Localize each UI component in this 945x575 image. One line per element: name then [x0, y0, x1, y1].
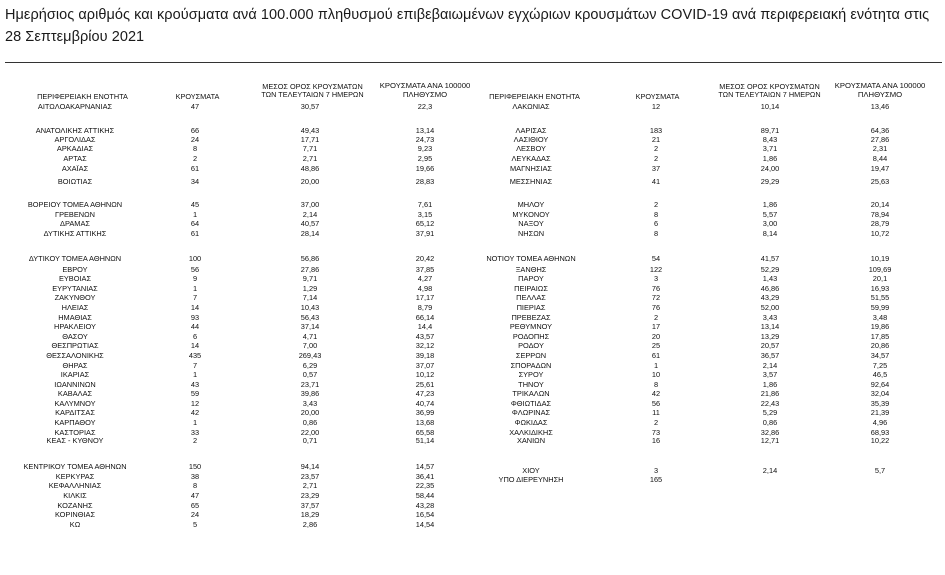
left-row-cases-value: 5: [192, 520, 198, 529]
right-row-per100k-value: 7,25: [872, 361, 888, 370]
left-row-cases-value: 33: [190, 428, 200, 437]
left-row-per100k-value: 4,98: [417, 284, 433, 293]
left-row-region-name: ΗΡΑΚΛΕΙΟΥ: [54, 322, 96, 331]
right-row-region-name: ΣΠΟΡΑΔΩΝ: [510, 361, 552, 370]
right-row-cases-value: 73: [651, 428, 661, 437]
left-row-avg7-value: 2,86: [302, 520, 318, 529]
left-row-cases-value: 1: [192, 284, 198, 293]
right-row-avg7-value: 13,29: [760, 332, 780, 341]
right-row-avg7-value: 21,86: [760, 389, 780, 398]
left-row-per100k-value: 39,18: [415, 351, 435, 360]
left-row-cases-value: 65: [190, 501, 200, 510]
left-row-per100k-value: 40,74: [415, 399, 435, 408]
left-row-region-name: ΚΙΛΚΙΣ: [63, 491, 87, 500]
right-row-cases-value: 165: [649, 475, 663, 484]
left-row-avg7-value: 20,00: [300, 408, 320, 417]
left-row-avg7-value: 1,29: [302, 284, 318, 293]
left-row-cases-value: 47: [190, 102, 200, 111]
right-row-cases-value: 41: [651, 177, 661, 186]
left-row-avg7-value: 56,86: [300, 254, 320, 263]
right-row-per100k-value: 109,69: [868, 265, 892, 274]
left-row-per100k-value: 37,85: [415, 265, 435, 274]
right-row-per100k-value: 25,63: [870, 177, 890, 186]
right-row-per100k-value: 46,5: [872, 370, 888, 379]
left-row-cases-value: 93: [190, 313, 200, 322]
right-row-region-name: ΜΑΓΝΗΣΙΑΣ: [510, 164, 552, 173]
left-row-per100k-value: 37,07: [415, 361, 435, 370]
left-row-region-name: ΚΕΡΚΥΡΑΣ: [55, 472, 95, 481]
left-row-per100k-value: 20,42: [415, 254, 435, 263]
left-row-per100k-value: 47,23: [415, 389, 435, 398]
left-row-avg7-value: 23,29: [300, 491, 320, 500]
right-row-avg7-value: 52,00: [760, 303, 780, 312]
header-rule: [5, 62, 942, 63]
right-row-avg7-value: 20,57: [760, 341, 780, 350]
left-row-region-name: ΕΥΡΥΤΑΝΙΑΣ: [52, 284, 98, 293]
right-row-cases-value: 8: [653, 210, 659, 219]
left-row-region-name: ΑΧΑΪΑΣ: [61, 164, 89, 173]
left-row-avg7-value: 0,86: [302, 418, 318, 427]
right-row-cases-value: 76: [651, 284, 661, 293]
left-row-per100k-value: 16,54: [415, 510, 435, 519]
left-row-region-name: ΚΟΖΑΝΗΣ: [57, 501, 93, 510]
right-header-region: ΠΕΡΙΦΕΡΕΙΑΚΗ ΕΝΟΤΗΤΑ: [489, 92, 580, 101]
right-row-cases-value: 2: [653, 154, 659, 163]
left-row-cases-value: 2: [192, 154, 198, 163]
right-row-region-name: ΝΑΞΟΥ: [518, 219, 544, 228]
right-row-per100k-value: 10,22: [870, 436, 890, 445]
left-row-cases-value: 59: [190, 389, 200, 398]
left-row-region-name: ΑΡΤΑΣ: [63, 154, 87, 163]
left-row-avg7-value: 48,86: [300, 164, 320, 173]
right-row-region-name: ΦΩΚΙΔΑΣ: [514, 418, 548, 427]
left-row-avg7-value: 23,57: [300, 472, 320, 481]
left-row-region-name: ΔΥΤΙΚΟΥ ΤΟΜΕΑ ΑΘΗΝΩΝ: [28, 254, 122, 263]
right-row-avg7-value: 3,00: [762, 219, 778, 228]
right-row-region-name: ΤΡΙΚΑΛΩΝ: [512, 389, 550, 398]
right-row-avg7-value: 3,57: [762, 370, 778, 379]
left-row-avg7-value: 37,00: [300, 200, 320, 209]
right-row-cases-value: 6: [653, 219, 659, 228]
right-row-avg7-value: 2,14: [762, 466, 778, 475]
left-row-cases-value: 47: [190, 491, 200, 500]
left-row-region-name: ΑΡΓΟΛΙΔΑΣ: [54, 135, 96, 144]
left-row-cases-value: 66: [190, 126, 200, 135]
right-row-cases-value: 16: [651, 436, 661, 445]
right-row-avg7-value: 0,86: [762, 418, 778, 427]
right-row-avg7-value: 32,86: [760, 428, 780, 437]
right-row-region-name: ΦΛΩΡΙΝΑΣ: [511, 408, 551, 417]
left-row-cases-value: 14: [190, 303, 200, 312]
left-row-avg7-value: 6,29: [302, 361, 318, 370]
left-row-cases-value: 7: [192, 361, 198, 370]
right-row-avg7-value: 29,29: [760, 177, 780, 186]
left-row-cases-value: 1: [192, 418, 198, 427]
left-row-region-name: ΚΑΡΔΙΤΣΑΣ: [55, 408, 95, 417]
left-row-avg7-value: 28,14: [300, 229, 320, 238]
left-row-cases-value: 100: [188, 254, 202, 263]
right-row-cases-value: 42: [651, 389, 661, 398]
left-row-avg7-value: 22,00: [300, 428, 320, 437]
right-row-region-name: ΝΗΣΩΝ: [517, 229, 545, 238]
page-title: Ημερήσιος αριθμός και κρούσματα ανά 100.000 πληθυσμού επιβεβαιωμένων εγχώριων κρουσμάτων COVID-19 ανά περιφερειακή ενότητα στις 28 Σεπτεμβρίου 2021: [5, 7, 930, 45]
left-row-cases-value: 12: [190, 399, 200, 408]
left-row-avg7-value: 56,43: [300, 313, 320, 322]
left-row-per100k-value: 37,91: [415, 229, 435, 238]
right-row-cases-value: 2: [653, 418, 659, 427]
right-row-region-name: ΠΑΡΟΥ: [518, 274, 544, 283]
right-row-per100k-value: 28,79: [870, 219, 890, 228]
left-row-per100k-value: 14,54: [415, 520, 435, 529]
left-row-avg7-value: 20,00: [300, 177, 320, 186]
right-row-per100k-value: 8,44: [872, 154, 888, 163]
right-row-avg7-value: 46,86: [760, 284, 780, 293]
right-row-per100k-value: 92,64: [870, 380, 890, 389]
left-row-avg7-value: 17,71: [300, 135, 320, 144]
left-row-region-name: ΙΚΑΡΙΑΣ: [60, 370, 90, 379]
right-row-cases-value: 20: [651, 332, 661, 341]
left-row-cases-value: 150: [188, 462, 202, 471]
right-row-cases-value: 122: [649, 265, 663, 274]
left-row-per100k-value: 3,15: [417, 210, 433, 219]
left-header-cases: ΚΡΟΥΣΜΑΤΑ: [175, 92, 220, 101]
left-row-avg7-value: 37,57: [300, 501, 320, 510]
right-row-per100k-value: 68,93: [870, 428, 890, 437]
right-row-per100k-value: 59,99: [870, 303, 890, 312]
left-row-avg7-value: 4,71: [302, 332, 318, 341]
left-row-per100k-value: 65,58: [415, 428, 435, 437]
right-row-cases-value: 56: [651, 399, 661, 408]
left-row-avg7-value: 23,71: [300, 380, 320, 389]
left-row-region-name: ΖΑΚΥΝΘΟΥ: [54, 293, 96, 302]
right-row-per100k-value: 19,47: [870, 164, 890, 173]
left-row-cases-value: 9: [192, 274, 198, 283]
left-row-per100k-value: 19,66: [415, 164, 435, 173]
left-row-avg7-value: 30,57: [300, 102, 320, 111]
right-row-cases-value: 3: [653, 466, 659, 475]
left-row-per100k-value: 13,14: [415, 126, 435, 135]
right-row-region-name: ΜΕΣΣΗΝΙΑΣ: [509, 177, 553, 186]
left-row-per100k-value: 2,95: [417, 154, 433, 163]
left-row-avg7-value: 0,71: [302, 436, 318, 445]
left-row-cases-value: 24: [190, 510, 200, 519]
right-row-cases-value: 76: [651, 303, 661, 312]
left-row-avg7-value: 0,57: [302, 370, 318, 379]
right-row-avg7-value: 52,29: [760, 265, 780, 274]
left-row-cases-value: 38: [190, 472, 200, 481]
right-row-region-name: ΠΕΛΛΑΣ: [516, 293, 546, 302]
right-row-region-name: ΛΕΣΒΟΥ: [516, 144, 546, 153]
right-row-region-name: ΧΙΟΥ: [522, 466, 540, 475]
left-row-per100k-value: 36,99: [415, 408, 435, 417]
right-row-region-name: ΡΟΔΟΥ: [518, 341, 544, 350]
right-row-cases-value: 2: [653, 200, 659, 209]
left-row-region-name: ΚΑΒΑΛΑΣ: [57, 389, 93, 398]
right-row-cases-value: 54: [651, 254, 661, 263]
left-row-cases-value: 435: [188, 351, 202, 360]
left-row-per100k-value: 8,79: [417, 303, 433, 312]
left-row-avg7-value: 269,43: [298, 351, 322, 360]
right-row-region-name: ΣΥΡΟΥ: [518, 370, 544, 379]
left-row-region-name: ΒΟΡΕΙΟΥ ΤΟΜΕΑ ΑΘΗΝΩΝ: [27, 200, 123, 209]
right-row-avg7-value: 89,71: [760, 126, 780, 135]
right-row-per100k-value: 19,86: [870, 322, 890, 331]
right-row-per100k-value: 64,36: [870, 126, 890, 135]
left-row-region-name: ΘΕΣΠΡΩΤΙΑΣ: [51, 341, 99, 350]
right-row-per100k-value: 27,86: [870, 135, 890, 144]
left-row-per100k-value: 17,17: [415, 293, 435, 302]
left-row-per100k-value: 22,3: [417, 102, 433, 111]
right-row-cases-value: 61: [651, 351, 661, 360]
right-row-avg7-value: 12,71: [760, 436, 780, 445]
left-row-region-name: ΗΜΑΘΙΑΣ: [58, 313, 92, 322]
right-row-cases-value: 72: [651, 293, 661, 302]
right-row-avg7-value: 13,14: [760, 322, 780, 331]
right-row-region-name: ΡΟΔΟΠΗΣ: [512, 332, 550, 341]
left-row-per100k-value: 43,57: [415, 332, 435, 341]
left-row-region-name: ΚΕΑΣ - ΚΥΘΝΟΥ: [46, 436, 104, 445]
left-row-region-name: ΔΡΑΜΑΣ: [60, 219, 90, 228]
left-row-avg7-value: 27,86: [300, 265, 320, 274]
left-row-per100k-value: 14,4: [417, 322, 433, 331]
left-row-cases-value: 34: [190, 177, 200, 186]
left-row-region-name: ΓΡΕΒΕΝΩΝ: [55, 210, 95, 219]
left-row-avg7-value: 18,29: [300, 510, 320, 519]
right-row-avg7-value: 1,86: [762, 380, 778, 389]
left-row-cases-value: 43: [190, 380, 200, 389]
left-row-cases-value: 24: [190, 135, 200, 144]
right-row-cases-value: 11: [652, 408, 660, 417]
left-row-avg7-value: 9,71: [302, 274, 318, 283]
left-row-cases-value: 42: [190, 408, 200, 417]
left-row-per100k-value: 14,57: [415, 462, 435, 471]
right-row-cases-value: 17: [651, 322, 661, 331]
left-row-region-name: ΚΑΡΠΑΘΟΥ: [54, 418, 96, 427]
right-row-region-name: ΛΑΚΩΝΙΑΣ: [512, 102, 550, 111]
left-row-region-name: ΑΡΚΑΔΙΑΣ: [56, 144, 94, 153]
left-row-avg7-value: 7,71: [302, 144, 318, 153]
right-row-region-name: ΧΑΝΙΩΝ: [516, 436, 546, 445]
right-row-avg7-value: 5,57: [762, 210, 778, 219]
right-row-region-name: ΡΕΘΥΜΝΟΥ: [509, 322, 553, 331]
right-row-per100k-value: 4,96: [872, 418, 888, 427]
right-row-cases-value: 8: [653, 229, 659, 238]
left-row-cases-value: 61: [190, 164, 200, 173]
left-row-per100k-value: 28,83: [415, 177, 435, 186]
left-row-region-name: ΚΕΝΤΡΙΚΟΥ ΤΟΜΕΑ ΑΘΗΝΩΝ: [23, 462, 127, 471]
right-row-avg7-value: 1,86: [762, 200, 778, 209]
left-row-per100k-value: 32,12: [415, 341, 435, 350]
right-row-cases-value: 21: [651, 135, 661, 144]
right-row-cases-value: 25: [651, 341, 661, 350]
right-row-per100k-value: 21,39: [870, 408, 890, 417]
left-header-region: ΠΕΡΙΦΕΡΕΙΑΚΗ ΕΝΟΤΗΤΑ: [37, 92, 128, 101]
left-row-region-name: ΚΑΣΤΟΡΙΑΣ: [54, 428, 96, 437]
left-row-region-name: ΕΒΡΟΥ: [62, 265, 88, 274]
right-row-cases-value: 2: [653, 144, 659, 153]
right-row-region-name: ΤΗΝΟΥ: [518, 380, 544, 389]
right-header-cases: ΚΡΟΥΣΜΑΤΑ: [635, 92, 680, 101]
left-row-region-name: ΘΕΣΣΑΛΟΝΙΚΗΣ: [46, 351, 104, 360]
right-row-region-name: ΜΥΚΟΝΟΥ: [512, 210, 550, 219]
left-row-per100k-value: 65,12: [415, 219, 435, 228]
left-row-cases-value: 7: [192, 293, 198, 302]
left-row-avg7-value: 37,14: [300, 322, 320, 331]
left-row-avg7-value: 2,71: [302, 481, 318, 490]
left-row-per100k-value: 58,44: [415, 491, 435, 500]
right-row-per100k-value: 10,19: [870, 254, 890, 263]
left-row-region-name: ΚΑΛΥΜΝΟΥ: [54, 399, 96, 408]
right-row-avg7-value: 1,86: [762, 154, 778, 163]
right-row-region-name: ΞΑΝΘΗΣ: [515, 265, 547, 274]
left-row-region-name: ΑΝΑΤΟΛΙΚΗΣ ΑΤΤΙΚΗΣ: [35, 126, 115, 135]
right-row-region-name: ΠΕΙΡΑΙΩΣ: [514, 284, 548, 293]
left-row-region-name: ΘΑΣΟΥ: [62, 332, 88, 341]
right-row-avg7-value: 8,14: [762, 229, 778, 238]
left-row-cases-value: 2: [192, 436, 198, 445]
left-row-cases-value: 14: [190, 341, 200, 350]
right-row-avg7-value: 41,57: [760, 254, 780, 263]
left-row-region-name: ΙΩΑΝΝΙΝΩΝ: [54, 380, 96, 389]
left-row-cases-value: 1: [192, 210, 198, 219]
left-row-avg7-value: 39,86: [300, 389, 320, 398]
right-header-per100k: ΚΡΟΥΣΜΑΤΑ ΑΝΑ 100000 ΠΛΗΘΥΣΜΟ: [834, 81, 926, 99]
left-row-per100k-value: 13,68: [415, 418, 435, 427]
left-row-per100k-value: 25,61: [415, 380, 435, 389]
left-row-per100k-value: 36,41: [415, 472, 435, 481]
right-row-avg7-value: 22,43: [760, 399, 780, 408]
right-row-avg7-value: 10,14: [760, 102, 780, 111]
left-row-cases-value: 8: [192, 481, 198, 490]
right-row-per100k-value: 17,85: [870, 332, 890, 341]
right-row-avg7-value: 36,57: [760, 351, 780, 360]
left-header-avg7: ΜΕΣΟΣ ΟΡΟΣ ΚΡΟΥΣΜΑΤΩΝ ΤΩΝ ΤΕΛΕΥΤΑΙΩΝ 7 ΗΜΕΡΩΝ: [261, 82, 364, 99]
left-row-avg7-value: 7,14: [302, 293, 318, 302]
right-row-per100k-value: 20,86: [870, 341, 890, 350]
right-row-region-name: ΛΑΣΙΘΙΟΥ: [513, 135, 549, 144]
left-row-region-name: ΚΟΡΙΝΘΙΑΣ: [54, 510, 96, 519]
right-row-cases-value: 3: [653, 274, 659, 283]
right-row-per100k-value: 34,57: [870, 351, 890, 360]
right-row-cases-value: 8: [653, 380, 659, 389]
left-row-avg7-value: 2,71: [302, 154, 318, 163]
left-row-per100k-value: 10,12: [415, 370, 435, 379]
left-row-region-name: ΚΕΦΑΛΛΗΝΙΑΣ: [48, 481, 102, 490]
right-row-region-name: ΛΕΥΚΑΔΑΣ: [511, 154, 551, 163]
left-row-region-name: ΕΥΒΟΙΑΣ: [58, 274, 92, 283]
right-row-per100k-value: 3,48: [872, 313, 888, 322]
left-row-cases-value: 61: [190, 229, 200, 238]
right-row-per100k-value: 20,14: [870, 200, 890, 209]
right-row-per100k-value: 10,72: [870, 229, 890, 238]
right-row-region-name: ΠΙΕΡΙΑΣ: [516, 303, 546, 312]
left-row-avg7-value: 3,43: [302, 399, 318, 408]
right-row-region-name: ΜΗΛΟΥ: [517, 200, 545, 209]
left-row-cases-value: 44: [190, 322, 200, 331]
right-row-cases-value: 2: [653, 313, 659, 322]
right-row-avg7-value: 43,29: [760, 293, 780, 302]
left-row-avg7-value: 40,57: [300, 219, 320, 228]
left-row-per100k-value: 9,23: [417, 144, 433, 153]
right-row-per100k-value: 51,55: [870, 293, 890, 302]
left-row-avg7-value: 10,43: [300, 303, 320, 312]
right-row-region-name: ΥΠΟ ΔΙΕΡΕΥΝΗΣΗ: [498, 475, 564, 484]
right-row-per100k-value: 16,93: [870, 284, 890, 293]
left-row-per100k-value: 43,28: [415, 501, 435, 510]
right-row-region-name: ΠΡΕΒΕΖΑΣ: [511, 313, 551, 322]
left-row-cases-value: 8: [192, 144, 198, 153]
left-row-cases-value: 64: [190, 219, 200, 228]
right-row-cases-value: 37: [651, 164, 661, 173]
right-row-region-name: ΝΟΤΙΟΥ ΤΟΜΕΑ ΑΘΗΝΩΝ: [486, 254, 576, 263]
right-row-avg7-value: 2,14: [762, 361, 778, 370]
left-row-cases-value: 1: [192, 370, 198, 379]
right-row-per100k-value: 32,04: [870, 389, 890, 398]
left-row-avg7-value: 49,43: [300, 126, 320, 135]
right-row-avg7-value: 5,29: [762, 408, 778, 417]
right-row-cases-value: 10: [651, 370, 661, 379]
right-row-region-name: ΧΑΛΚΙΔΙΚΗΣ: [509, 428, 553, 437]
left-header-per100k: ΚΡΟΥΣΜΑΤΑ ΑΝΑ 100000 ΠΛΗΘΥΣΜΟ: [379, 81, 471, 99]
left-row-per100k-value: 24,73: [415, 135, 435, 144]
right-row-region-name: ΛΑΡΙΣΑΣ: [515, 126, 547, 135]
left-row-cases-value: 45: [190, 200, 200, 209]
right-row-per100k-value: 2,31: [872, 144, 888, 153]
left-row-region-name: ΚΩ: [69, 520, 81, 529]
left-row-region-name: ΘΗΡΑΣ: [62, 361, 88, 370]
left-row-avg7-value: 2,14: [302, 210, 318, 219]
left-row-region-name: ΗΛΕΙΑΣ: [61, 303, 89, 312]
right-row-avg7-value: 3,71: [762, 144, 778, 153]
right-row-per100k-value: 20,1: [872, 274, 888, 283]
right-row-avg7-value: 3,43: [762, 313, 778, 322]
right-row-region-name: ΣΕΡΡΩΝ: [515, 351, 547, 360]
right-row-cases-value: 183: [649, 126, 663, 135]
left-row-region-name: ΑΙΤΩΛΟΑΚΑΡΝΑΝΙΑΣ: [37, 102, 113, 111]
right-header-avg7: ΜΕΣΟΣ ΟΡΟΣ ΚΡΟΥΣΜΑΤΩΝ ΤΩΝ ΤΕΛΕΥΤΑΙΩΝ 7 ΗΜΕΡΩΝ: [718, 82, 821, 99]
left-row-per100k-value: 7,61: [417, 200, 433, 209]
right-row-per100k-value: 5,7: [874, 466, 886, 475]
right-row-per100k-value: 78,94: [870, 210, 890, 219]
right-row-per100k-value: 13,46: [870, 102, 890, 111]
left-row-per100k-value: 66,14: [415, 313, 435, 322]
left-row-cases-value: 6: [192, 332, 198, 341]
left-row-avg7-value: 7,00: [302, 341, 318, 350]
left-row-per100k-value: 51,14: [415, 436, 435, 445]
right-row-avg7-value: 8,43: [762, 135, 778, 144]
right-row-region-name: ΦΘΙΩΤΙΔΑΣ: [510, 399, 552, 408]
left-row-region-name: ΒΟΙΩΤΙΑΣ: [57, 177, 93, 186]
right-row-cases-value: 1: [653, 361, 659, 370]
left-row-per100k-value: 4,27: [417, 274, 433, 283]
left-row-per100k-value: 22,35: [415, 481, 435, 490]
left-row-region-name: ΔΥΤΙΚΗΣ ΑΤΤΙΚΗΣ: [43, 229, 107, 238]
right-row-avg7-value: 24,00: [760, 164, 780, 173]
left-row-cases-value: 56: [190, 265, 200, 274]
right-row-per100k-value: 35,39: [870, 399, 890, 408]
right-row-cases-value: 12: [651, 102, 661, 111]
right-row-avg7-value: 1,43: [762, 274, 778, 283]
left-row-avg7-value: 94,14: [300, 462, 320, 471]
